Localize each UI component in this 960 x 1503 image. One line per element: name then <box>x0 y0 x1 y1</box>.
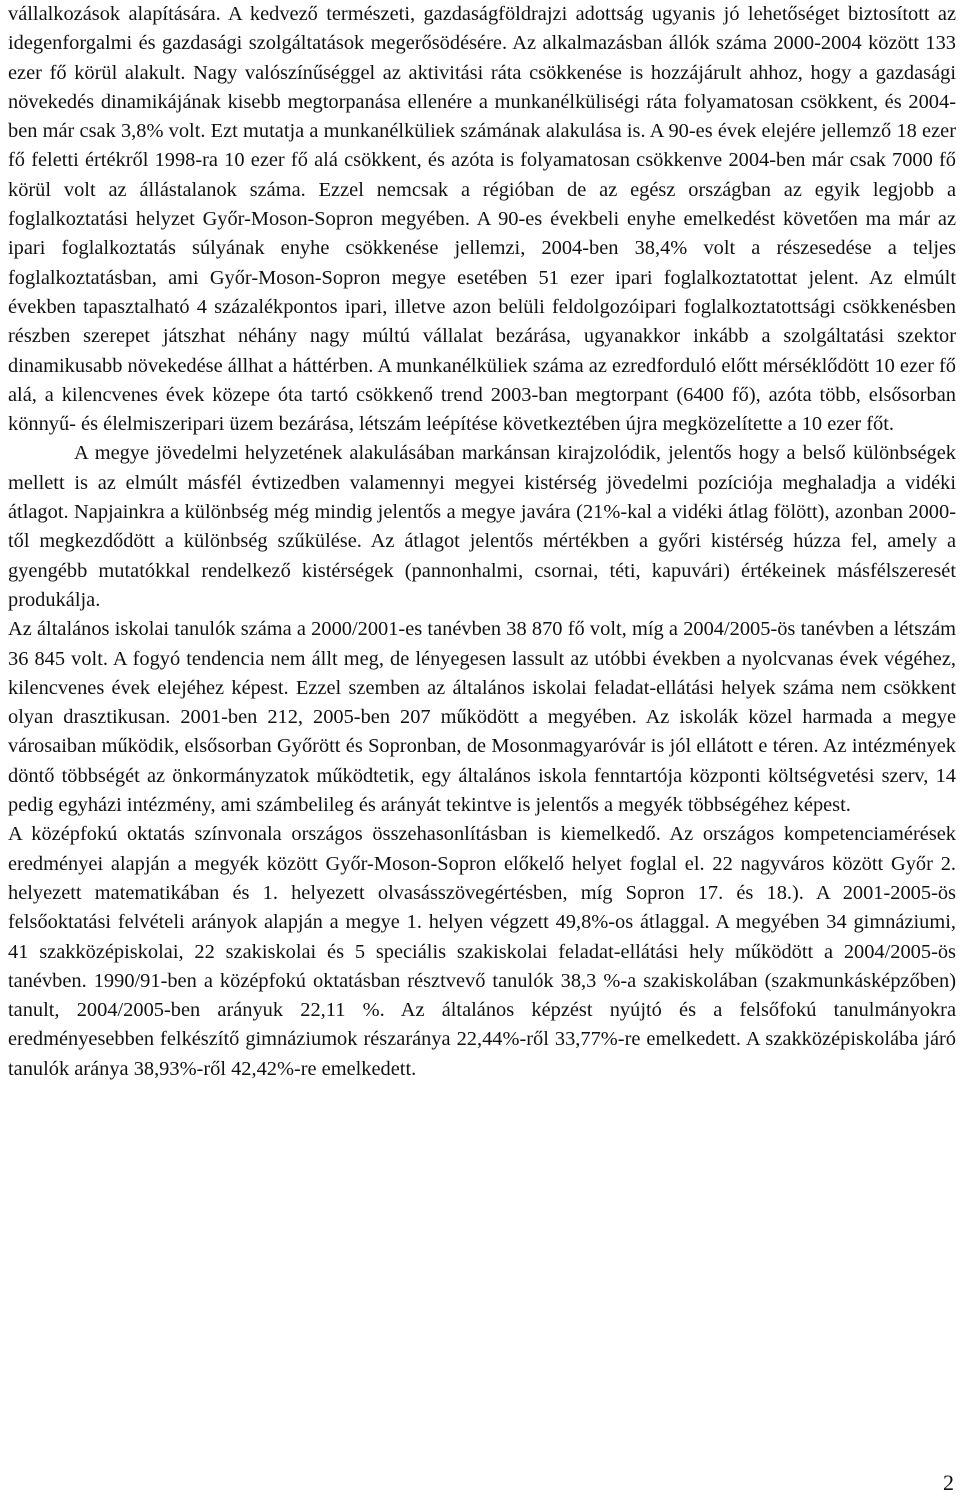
paragraph-income: A megye jövedelmi helyzetének alakulásában markánsan kirajzolódik, jelentős hogy a belső különbségek mellett is az elmúlt másfél évtizedben valamennyi megyei kistérség jövedelmi pozíciója meghaladja a vidéki átlagot. Napjainkra a különbség még mindig jelentős a megye javára (21%-kal a vidéki átlag fölött), azonban 2000-től megkezdődött a különbség szűkülése. Az átlagot jelentős mértékben a győri kistérség húzza fel, amely a gyengébb mutatókkal rendelkező kistérségek (pannonhalmi, csornai, téti, kapuvári) értékeinek másfélszeresét produkálja. <box>8 442 956 611</box>
paragraph-employment: vállalkozások alapítására. A kedvező természeti, gazdaságföldrajzi adottság ugyanis jó lehetőséget biztosított az idegenforgalmi és gazdasági szolgáltatások megerősödésére. Az alkalmazásban állók száma 2000-2004 között 133 ezer fő körül alakult. Nagy valószínűséggel az aktivitási ráta csökkenése is hozzájárult ahhoz, hogy a gazdasági növekedés dinamikájának kisebb megtorpanása ellenére a munkanélküliségi ráta folyamatosan csökkent, és 2004-ben már csak 3,8% volt. Ezt mutatja a munkanélküliek számának alakulása is. A 90-es évek elejére jellemző 18 ezer fő feletti értékről 1998-ra 10 ezer fő alá csökkent, és azóta is folyamatosan csökkenve 2004-ben már csak 7000 fő körül volt az állástalanok száma. Ezzel nemcsak a régióban de az egész országban az egyik legjobb a foglalkoztatási helyzet Győr-Moson-Sopron megyében. A 90-es évekbeli enyhe emelkedést követően ma már az ipari foglalkoztatás súlyának enyhe csökkenése jellemzi, 2004-ben 38,4% volt a részesedése a teljes foglalkoztatásban, ami Győr-Moson-Sopron megye esetében 51 ezer ipari foglalkoztatottat jelent. Az elmúlt években tapasztalható 4 százalékpontos ipari, illetve azon belüli feldolgozóipari foglalkoztatottsági csökkenésben részben szerepet játszhat néhány nagy múltú vállalat bezárása, ugyanakkor inkább a szolgáltatási szektor dinamikusabb növekedése állhat a háttérben. A munkanélküliek száma az ezredforduló előtt mérséklődött 10 ezer fő alá, a kilencvenes évek közepe óta tartó csökkenő trend 2003-ban megtorpant (6400 fő), azóta több, elsősorban könnyű- és élelmiszeripari üzem bezárása, létszám leépítése következtében újra megközelítette a 10 ezer főt. <box>8 3 956 436</box>
document-page <box>8 0 956 1084</box>
page-number: 2 <box>943 1470 954 1495</box>
paragraph-primary-education: Az általános iskolai tanulók száma a 2000/2001-es tanévben 38 870 fő volt, míg a 2004/2005-ös tanévben a létszám 36 845 volt. A fogyó tendencia nem állt meg, de lényegesen lassult az utóbbi években a nyolcvanas évek végéhez, kilencvenes évek elejéhez képest. Ezzel szemben az általános iskolai feladat-ellátási helyek száma nem csökkent olyan drasztikusan. 2001-ben 212, 2005-ben 207 működött a megyében. Az iskolák közel harmada a megye városaiban működik, elsősorban Győrött és Sopronban, de Mosonmagyaróvár is jól ellátott e téren. Az intézmények döntő többségét az önkormányzatok működtetik, egy általános iskola fenntartója központi költségvetési szerv, 14 pedig egyházi intézmény, ami számbelileg és arányát tekintve is jelentős a megyék többségéhez képest. <box>8 618 956 817</box>
paragraph-secondary-education: A középfokú oktatás színvonala országos összehasonlításban is kiemelkedő. Az országos kompetenciamérések eredményei alapján a megyék között Győr-Moson-Sopron előkelő helyet foglal el. 22 nagyváros között Győr 2. helyezett matematikában és 1. helyezett olvasásszövegértésben, míg Sopron 17. és 18.). A 2001-2005-ös felsőoktatási felvételi arányok alapján a megye 1. helyen végzett 49,8%-os átlaggal. A megyében 34 gimnáziumi, 41 szakközépiskolai, 22 szakiskolai és 5 speciális szakiskolai feladat-ellátási hely működött a 2004/2005-ös tanévben. 1990/91-ben a középfokú oktatásban résztvevő tanulók 38,3 %-a szakiskolában (szakmunkásképzőben) tanult, 2004/2005-ben arányuk 22,11 %. Az általános képzést nyújtó és a felsőfokú tanulmányokra eredményesebben felkészítő gimnáziumok részaránya 22,44%-ről 33,77%-re emelkedett. A szakközépiskolába járó tanulók aránya 38,93%-ről 42,42%-re emelkedett. <box>8 823 956 1080</box>
